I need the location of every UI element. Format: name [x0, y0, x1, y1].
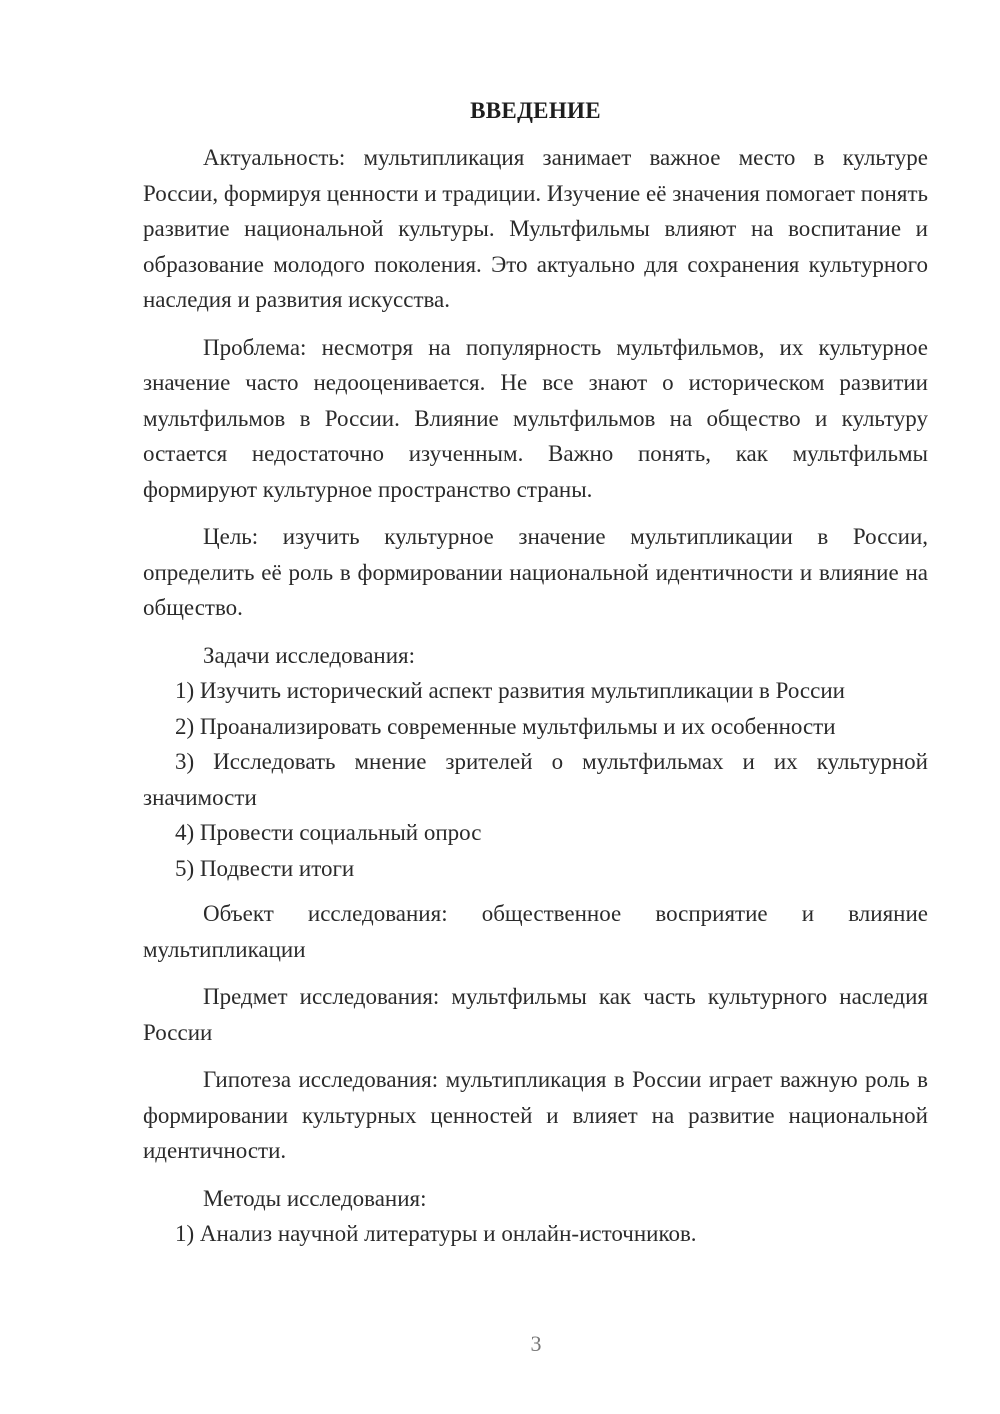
subject-paragraph: Предмет исследования: мультфильмы как часть культурного наследия России: [143, 984, 928, 1045]
task-item: 4) Провести социальный опрос: [175, 820, 482, 845]
methods-title: Методы исследования:: [203, 1185, 427, 1211]
task-item: 5) Подвести итоги: [175, 855, 355, 881]
method-item: 1) Анализ научной литературы и онлайн-источников.: [175, 1221, 697, 1246]
task-item: 2) Проанализировать современные мультфильмы и их особенности: [175, 713, 836, 739]
problem-paragraph: Проблема: несмотря на популярность мультфильмов, их культурное значение часто недооценивается. Не все знают о историческом развитии мультфильмов в России. Влияние мультфильмов на общество и культуру остается недостаточно изученным. Важно понять, как мультфильмы формируют культурное пространство страны.: [143, 334, 928, 502]
page-number: 3: [530, 1331, 542, 1356]
tasks-title: Задачи исследования:: [203, 642, 416, 668]
section-heading: ВВЕДЕНИЕ: [470, 98, 601, 123]
object-paragraph: Объект исследования: общественное восприятие и влияние мультипликации: [143, 901, 928, 962]
goal-paragraph: Цель: изучить культурное значение мультипликации в России, определить её роль в формировании национальной идентичности и влияние на общество.: [143, 524, 928, 620]
task-item: 3) Исследовать мнение зрителей о мультфильмах и их культурной значимости: [143, 749, 928, 810]
document-page: [143, 93, 928, 1252]
task-item: 1) Изучить исторический аспект развития мультипликации в России: [175, 678, 845, 703]
hypothesis-paragraph: Гипотеза исследования: мультипликация в России играет важную роль в формировании культурных ценностей и влияет на развитие национальной идентичности.: [143, 1067, 928, 1163]
relevance-paragraph: Актуальность: мультипликация занимает важное место в культуре России, формируя ценности и традиции. Изучение её значения помогает понять развитие национальной культуры. Мультфильмы влияют на воспитание и образование молодого поколения. Это актуально для сохранения культурного наследия и развития искусства.: [143, 145, 928, 312]
